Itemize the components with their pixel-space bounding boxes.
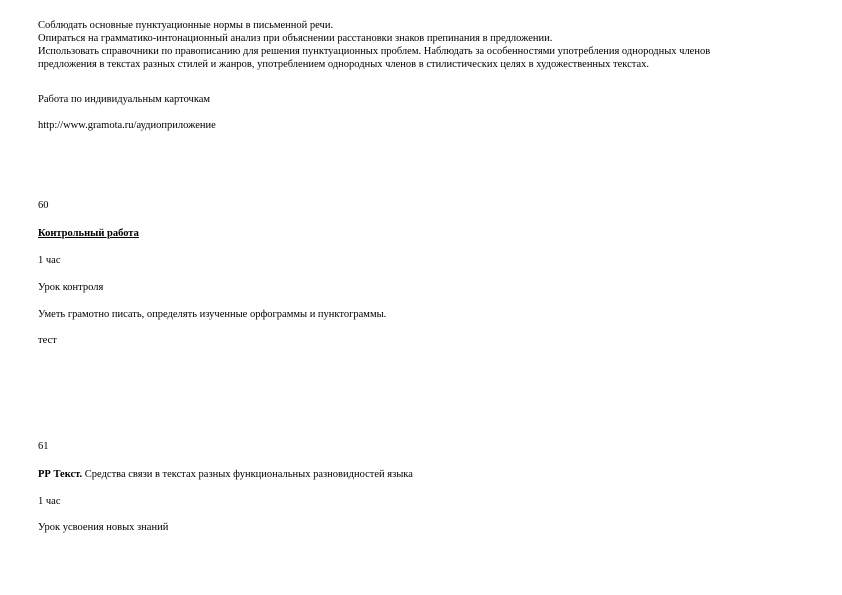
lesson-61-title-rest: Средства связи в текстах разных функциональных разновидностей языка	[82, 469, 413, 480]
lesson-60-number: 60	[38, 200, 49, 211]
goal-line-2: Опираться на грамматико-интонационный анализ при объяснении расстановки знаков препинания в предложении.	[38, 33, 553, 44]
resource-link[interactable]: http://www.gramota.ru/аудиоприложение	[38, 120, 216, 131]
goal-line-4: предложения в текстах разных стилей и жанров, употреблением однородных членов в стилистических целях в художественных текстах.	[38, 59, 649, 70]
activity-text: Работа по индивидуальным карточкам	[38, 94, 211, 105]
lesson-61-number: 61	[38, 441, 49, 452]
goal-line-3: Использовать справочники по правописанию для решения пунктуационных проблем. Наблюдать за особенностями употребления однородных членов	[38, 46, 711, 57]
lesson-61-type: Урок усвоения новых знаний	[38, 522, 169, 533]
lesson-60-type: Урок контроля	[38, 282, 104, 293]
goal-line-1: Соблюдать основные пунктуационные нормы в письменной речи.	[38, 20, 334, 31]
lesson-61-title-prefix: РР Текст.	[38, 469, 83, 480]
lesson-60-hours: 1 час	[38, 255, 61, 266]
lesson-60-control: тест	[38, 335, 57, 346]
lesson-61-title	[38, 469, 413, 481]
lesson-60-skills: Уметь грамотно писать, определять изученные орфограммы и пунктограммы.	[38, 309, 387, 320]
lesson-61-hours: 1 час	[38, 496, 61, 507]
lesson-60-title: Контрольный работа	[38, 228, 139, 239]
